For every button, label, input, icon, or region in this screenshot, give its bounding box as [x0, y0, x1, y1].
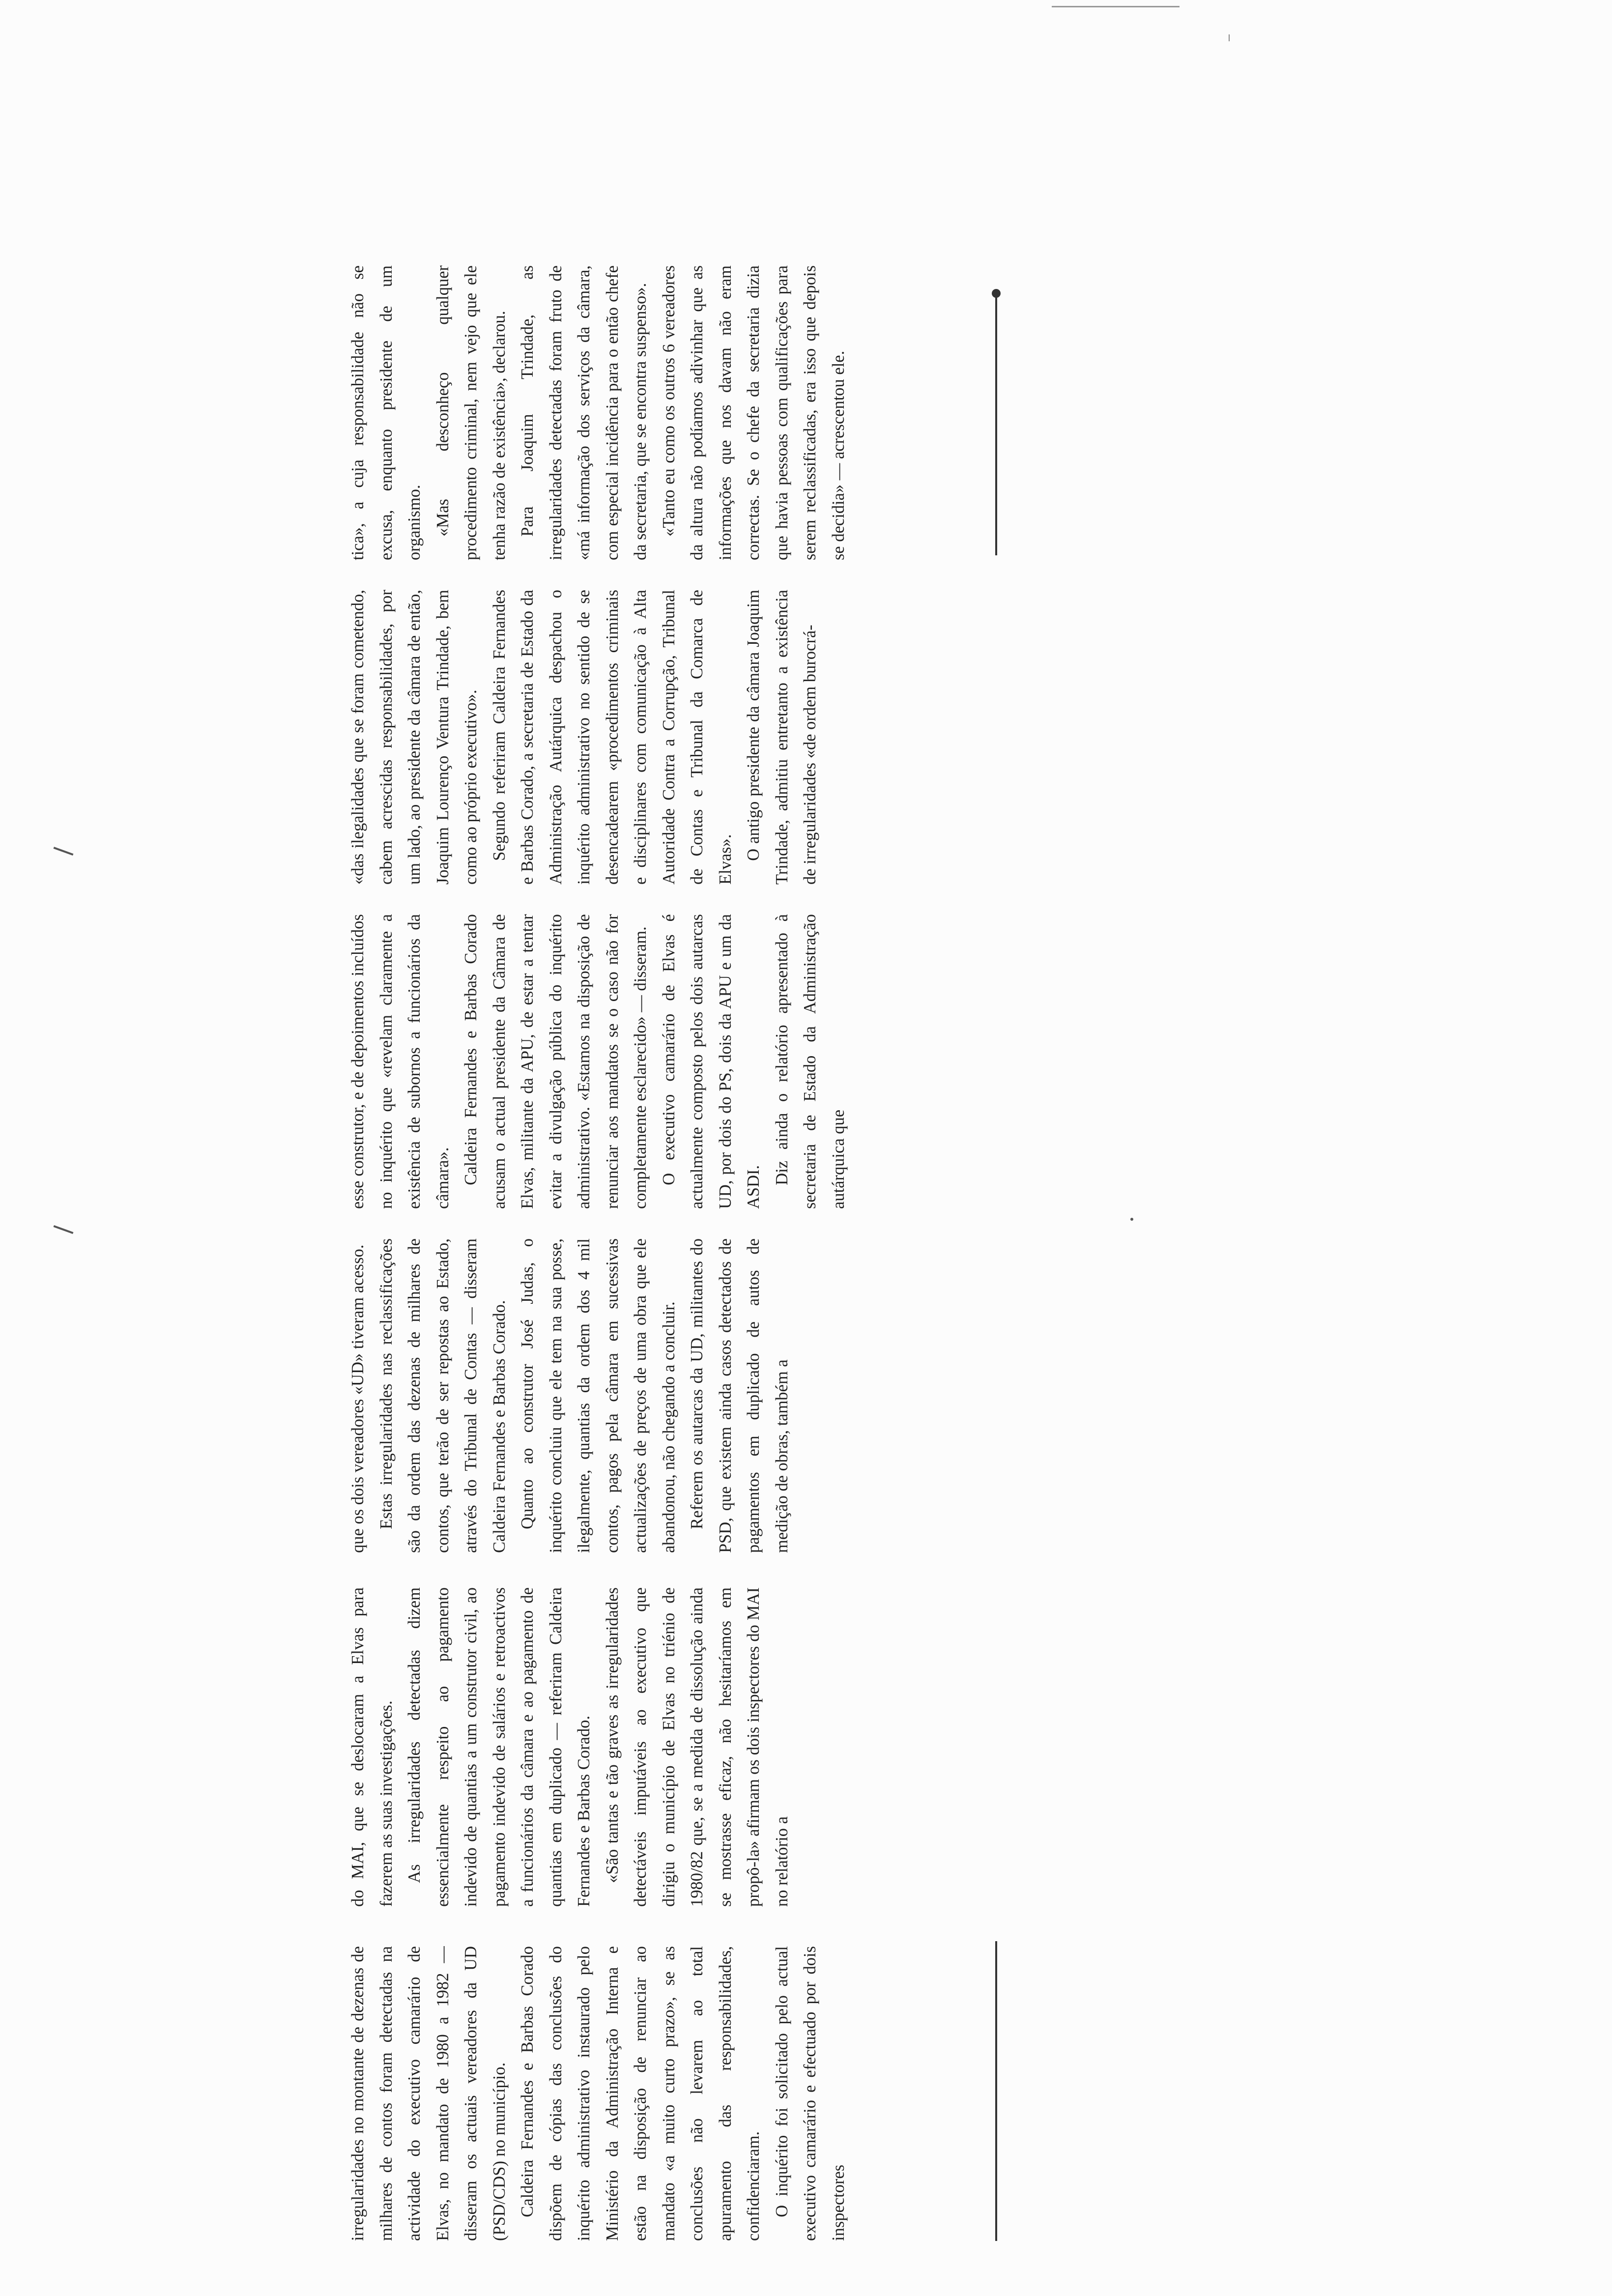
article-column-4: [344, 914, 1008, 1209]
paragraph: O inquérito foi solicitado pelo actual executivo camarário e efectuado por dois inspectores: [772, 1946, 848, 2241]
article-end-mark: [992, 289, 1001, 298]
article-body: [344, 59, 1008, 2241]
scan-mark: [54, 847, 74, 856]
paragraph: esse construtor, e de depoimentos incluídos no inquérito que «revelam claramente a existência de subornos a funcionários da câmara».: [348, 914, 452, 1209]
paragraph: irregularidades no montante de dezenas de milhares de contos foram detectadas na actividade do executivo camarário de Elvas, no mandato de 1980 a 1982 — disseram os actuais vereadores da UD (PSD/CDS) no município.: [348, 1946, 509, 2241]
newspaper-clipping: [344, 59, 1008, 2241]
paragraph: Caldeira Fernandes e Barbas Corado acusam o actual presidente da Câmara de Elvas, militante da APU, de estar a tentar evitar a divulgação pública do inquérito administrativo. «Estamos na disposição de renunciar aos mandatos se o caso não for completamente esclarecido» — disseram.: [461, 914, 650, 1209]
paragraph: do MAI, que se deslocaram a Elvas para fazerem as suas investigações.: [348, 1587, 396, 1907]
article-column-2: [344, 1587, 1008, 1907]
article-column-5: [344, 590, 1008, 885]
paragraph: «das ilegalidades que se foram cometendo, cabem acrescidas responsabilidades, por um lado, ao presidente da câmara de então, Joaquim Lourenço Ventura Trindade, bem como ao próprio executivo».: [348, 590, 480, 885]
paragraph: Caldeira Fernandes e Barbas Corado dispõem de cópias das conclusões do inquérito administrativo instaurado pelo Ministério da Administração Interna e estão na disposição de renunciar ao mandato «a muito curto prazo», se as conclusões não levarem ao total apuramento das responsabilidades, confidenciaram.: [518, 1946, 763, 2241]
paragraph: O antigo presidente da câmara Joaquim Trindade, admitiu entretanto a existência de irregularidades «de ordem burocrá-: [744, 590, 819, 885]
paragraph: O executivo camarário de Elvas é actualmente composto pelos dois autarcas UD, por dois do PS, dois da APU e um da ASDI.: [659, 914, 763, 1209]
paragraph: «Mas desconheço qualquer procedimento criminal, nem vejo que ele tenha razão de existência», declarou.: [433, 265, 509, 560]
paragraph: As irregularidades detectadas dizem essencialmente respeito ao pagamento indevido de quantias a um construtor civil, ao pagamento indevido de salários e retroactivos a funcionários da câmara e ao pagamento de quantias em duplicado — referiram Caldeira Fernandes e Barbas Corado.: [405, 1587, 593, 1907]
article-column-3: [344, 1238, 1008, 1553]
paragraph: «Tanto eu como os outros 6 vereadores da altura não podíamos adivinhar que as informações que nos davam não eram correctas. Se o chefe da secretaria dizia que havia pessoas com qualificações para serem reclassificadas, era isso que depois se decidia» — acrescentou ele.: [659, 265, 848, 560]
scan-mark: [54, 1225, 74, 1234]
paragraph: «São tantas e tão graves as irregularidades detectáveis imputáveis ao executivo que dirigiu o município de Elvas no triénio de 1980/82 que, se a medida de dissolução ainda se mostrasse eficaz, não hesitaríamos em propô-la» afirmam os dois inspectores do MAI no relatório a: [603, 1587, 791, 1907]
scan-mark: [1052, 6, 1180, 7]
paragraph: Referem os autarcas da UD, militantes do PSD, que existem ainda casos detectados de pagamentos em duplicado de autos de medição de obras, também a: [688, 1238, 791, 1553]
article-column-1: [344, 1946, 1008, 2241]
paragraph: Quanto ao construtor José Judas, o inquérito concluiu que ele tem na sua posse, ilegalmente, quantias da ordem dos 4 mil contos, pagos pela câmara em sucessivas actualizações de preços de uma obra que ele abandonou, não chegando a concluir.: [518, 1238, 678, 1553]
paragraph: Estas irregularidades nas reclassificações são da ordem das dezenas de milhares de contos, que terão de ser repostas ao Estado, através do Tribunal de Contas — disseram Caldeira Fernandes e Barbas Corado.: [376, 1238, 509, 1553]
scan-mark: [1229, 34, 1230, 41]
paragraph: Para Joaquim Trindade, as irregularidades detectadas foram fruto de «má informação dos serviços da câmara, com especial incidência para o então chefe da secretaria, que se encontra suspenso».: [518, 265, 650, 560]
article-column-6: [344, 265, 1008, 560]
paragraph: Segundo referiram Caldeira Fernandes e Barbas Corado, a secretaria de Estado da Administração Autárquica despachou o inquérito administrativo no sentido de se desencadearem «procedimentos criminais e disciplinares com comunicação à Alta Autoridade Contra a Corrupção, Tribunal de Contas e Tribunal da Comarca de Elvas».: [489, 590, 735, 885]
scan-mark: [1130, 1218, 1133, 1221]
paragraph: que os dois vereadores «UD» tiveram acesso.: [348, 1244, 367, 1553]
column-rule-start: [995, 1941, 997, 2241]
paragraph: Diz ainda o relatório apresentado à secretaria de Estado da Administração autárquica que: [772, 914, 848, 1209]
column-rule-end: [995, 290, 997, 555]
paragraph: tica», a cuja responsabilidade não se excusa, enquanto presidente de um organismo.: [348, 265, 424, 560]
